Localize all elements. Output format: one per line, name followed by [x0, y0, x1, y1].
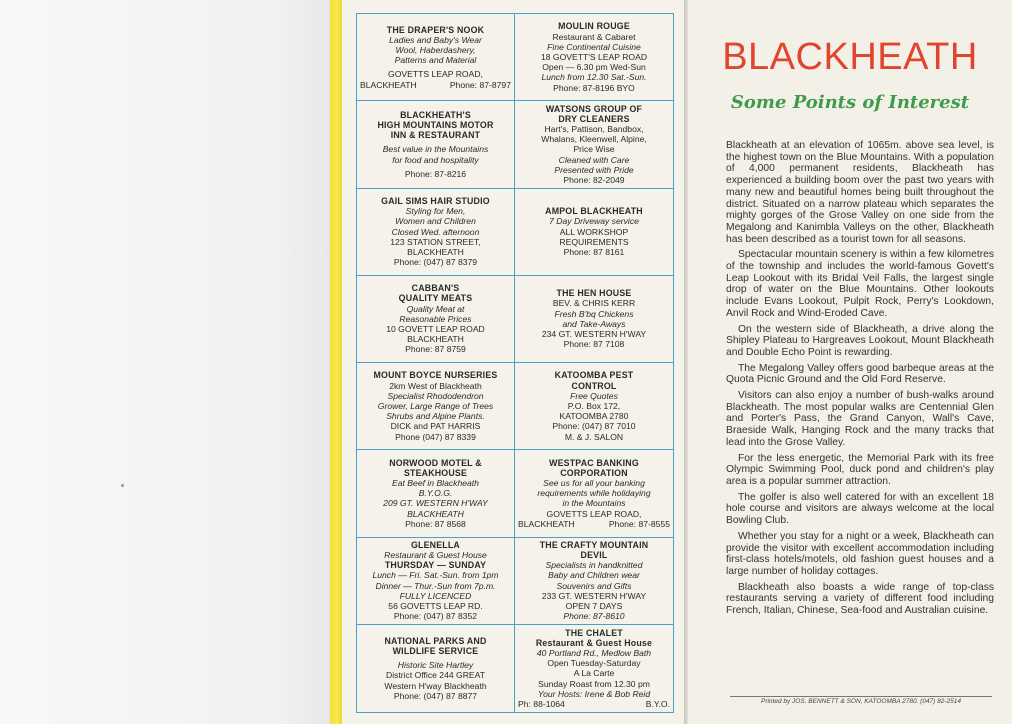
- ad-phone: Phone: 87-8610: [563, 611, 625, 622]
- scan-margin: [1012, 0, 1024, 724]
- ad-title: Restaurant & Guest House: [535, 637, 653, 648]
- ad-line: Wool, Haberdashery,: [395, 44, 476, 55]
- ad-line: Cleaned with Care: [558, 154, 630, 165]
- ad-line: Eat Beef in Blackheath: [392, 478, 479, 489]
- ad-title: WILDLIFE SERVICE: [392, 645, 479, 656]
- ad-cabbans-quality-meats: [357, 276, 515, 363]
- ad-title: AMPOL BLACKHEATH: [545, 206, 643, 217]
- ad-line: Reasonable Prices: [399, 313, 472, 324]
- ad-line: Hart's, Pattison, Bandbox,: [544, 123, 644, 134]
- ad-westpac-banking: [515, 450, 673, 537]
- ad-the-chalet: [515, 625, 673, 712]
- ad-address: Sunday Roast from 12.30 pm: [538, 678, 650, 689]
- ad-address: ALL WORKSHOP: [559, 226, 629, 237]
- ad-line: Your Hosts: Irene & Bob Reid: [537, 688, 651, 699]
- ad-line: Best value in the Mountains: [382, 144, 489, 155]
- ad-title: MOUNT BOYCE NURSERIES: [373, 370, 498, 381]
- ad-address: GOVETTS LEAP ROAD,: [546, 508, 642, 519]
- paragraph: The Megalong Valley offers good barbeque areas at the Quota Picnic Ground and the Old Ford Reserve.: [726, 362, 994, 386]
- ad-national-parks-wildlife: [357, 625, 515, 712]
- ad-phone: Phone: (047) 87 8352: [393, 611, 478, 622]
- ad-phone: Phone: (047) 87 8877: [393, 690, 478, 701]
- ad-address: Western H'way Blackheath: [384, 680, 487, 691]
- ad-line: Free Quotes: [570, 390, 618, 401]
- ad-title: THE CHALET: [565, 627, 623, 638]
- ad-line: Open — 6.30 pm Wed-Sun: [542, 62, 646, 73]
- ad-title: STEAKHOUSE: [403, 467, 468, 478]
- paragraph: Blackheath at an elevation of 1065m. above sea level, is the highest town on the Blue Mountains. With a population of 4,000 permanent residents, Blackheath has experienced a building boom over the past two years with many new and beautiful homes being built throughout the district. Situated on a narrow plateau which separates the mighty gorges of the Grose Valley on one side from the Megalong and Kanimbla Valleys on the other, Blackheath has been described as a tourist town for all seasons.: [726, 140, 994, 245]
- paper-speck: [121, 484, 124, 487]
- ad-title: DEVIL: [580, 550, 608, 561]
- ad-phone: Phone: 82-2049: [563, 174, 625, 185]
- ad-line: BLACKHEATH: [407, 508, 464, 519]
- ad-phone: Phone: 87-8555: [608, 518, 670, 529]
- ad-title: THE HEN HOUSE: [556, 288, 632, 299]
- ad-address: OPEN 7 DAYS: [565, 601, 623, 612]
- ad-glenella: [357, 538, 515, 625]
- ad-crafty-mountain-devil: [515, 538, 673, 625]
- advertisement-grid: [356, 13, 674, 713]
- ad-line: Whalans, Kleenwell, Alpine,: [541, 134, 647, 145]
- ad-line: Shrubs and Alpine Plants.: [386, 411, 485, 422]
- ad-moulin-rouge: [515, 14, 673, 101]
- ad-high-mountains-motor-inn: [357, 101, 515, 188]
- ad-title: THURSDAY — SUNDAY: [384, 560, 487, 571]
- ad-address: DICK and PAT HARRIS: [390, 421, 481, 432]
- ad-title: DRY CLEANERS: [558, 113, 630, 124]
- ad-line: Baby and Children wear: [548, 570, 640, 581]
- yellow-spine-strip: [330, 0, 342, 724]
- ad-line: Women and Children: [395, 216, 476, 227]
- ad-address: District Office 244 GREAT: [385, 670, 485, 681]
- ad-line: Ladies and Baby's Wear: [389, 34, 482, 45]
- ad-title: WATSONS GROUP OF: [545, 103, 643, 114]
- ad-line: Quality Meat at: [406, 303, 465, 314]
- ad-line: 209 GT. WESTERN H'WAY: [383, 498, 488, 509]
- ad-address: 233 GT. WESTERN H'WAY: [541, 590, 647, 601]
- ad-town: BLACKHEATH: [518, 518, 575, 529]
- ad-line: 40 Portland Rd., Medlow Bath: [536, 647, 652, 658]
- left-blank-page: [0, 0, 330, 724]
- ad-line: See us for all your banking: [543, 478, 645, 489]
- ad-ampol-blackheath: [515, 189, 673, 276]
- ad-title: GAIL SIMS HAIR STUDIO: [381, 195, 490, 206]
- paragraph: For the less energetic, the Memorial Park with its free Olympic Swimming Pool, duck pond and children's play area is a popular summer attraction.: [726, 452, 994, 487]
- ad-line: Closed Wed. afternoon: [391, 226, 480, 237]
- ad-line: Specialists in handknitted: [545, 560, 643, 571]
- paragraph: Visitors can also enjoy a number of bush-walks around Blackheath. The most popular walks are Centennial Glen and Porter's Pass, the Grand Canyon, Wall's Cave, Braeside Walk, Hanging Rock and the many tracks that lead into the Grose Valley.: [726, 390, 994, 448]
- ad-line: requirements while holidaying: [537, 488, 651, 499]
- ad-line: Dinner — Thur.-Sun from 7p.m.: [375, 580, 496, 591]
- ad-title: HIGH MOUNTAINS MOTOR: [377, 119, 494, 130]
- ad-line: for food and hospitality: [392, 154, 479, 165]
- paragraph: Blackheath also boasts a wide range of top-class restaurants serving a variety of different food including French, Italian, Chinese, Sea-food and Australian cuisine.: [726, 581, 994, 617]
- ad-address: P.O. Box 172,: [567, 401, 621, 412]
- paragraph: Spectacular mountain scenery is within a few kilometres of the township and includes the world-famous Govett's Leap Lookout with its Bridal Veil Falls, the largest single drop of water on the Blue Mountains. Other lookouts include Evans Lookout, Pulpit Rock, Perry's Lookdown, Anvil Rock and Wind-Eroded Cave.: [726, 249, 994, 319]
- ad-line: B.Y.O.G.: [418, 488, 453, 499]
- printer-credit: Printed by JOS. BENNETT & SON, KATOOMBA 2780. (047) 82-2514: [730, 696, 992, 705]
- ad-line: Presented with Pride: [554, 164, 634, 175]
- ad-drapers-nook: [357, 14, 515, 101]
- ad-line: and Take-Aways: [562, 318, 626, 329]
- ad-title: WESTPAC BANKING: [549, 457, 639, 468]
- ad-title: MOULIN ROUGE: [558, 21, 630, 32]
- ad-phone: Phone: 87 8759: [405, 344, 466, 355]
- ad-address: 234 GT. WESTERN H'WAY: [541, 329, 647, 340]
- ad-line: Restaurant & Cabaret: [552, 31, 636, 42]
- ad-title: INN & RESTAURANT: [390, 130, 481, 141]
- ad-title: THE CRAFTY MOUNTAIN: [539, 539, 649, 550]
- ad-address: BEV. & CHRIS KERR: [552, 298, 636, 309]
- ad-line: Fresh B'bq Chickens: [554, 308, 634, 319]
- ad-phone: Ph: 88-1064: [518, 698, 565, 709]
- ad-title: CABBAN'S: [411, 283, 460, 294]
- ad-title: THE DRAPER'S NOOK: [386, 24, 485, 35]
- ad-phone: Phone: 87-8797: [449, 79, 511, 90]
- ad-phone: Phone: 87 7108: [563, 339, 625, 350]
- ad-watsons-dry-cleaners: [515, 101, 673, 188]
- ad-line: 18 GOVETT'S LEAP ROAD: [540, 52, 648, 63]
- ad-line: Lunch from 12.30 Sat.-Sun.: [541, 72, 647, 83]
- ad-line: Specialist Rhododendron: [387, 390, 484, 401]
- ad-line: Historic Site Hartley: [397, 660, 474, 671]
- page-title: BLACKHEATH: [722, 36, 978, 78]
- ad-address: 123 STATION STREET,: [390, 236, 481, 247]
- ad-line: Styling for Men,: [405, 206, 466, 217]
- ad-title: QUALITY MEATS: [398, 293, 473, 304]
- ad-address: KATOOMBA 2780: [559, 411, 629, 422]
- ad-line: Lunch — Fri. Sat.-Sun. from 1pm: [372, 570, 499, 581]
- ad-address: BLACKHEATH: [407, 246, 464, 257]
- ad-address: 2km West of Blackheath: [389, 380, 482, 391]
- ad-address: GOVETTS LEAP ROAD,: [388, 69, 483, 80]
- ad-title: KATOOMBA PEST: [554, 370, 634, 381]
- ad-town: BLACKHEATH: [360, 79, 417, 90]
- ad-title: BLACKHEATH'S: [400, 109, 471, 120]
- ad-hen-house: [515, 276, 673, 363]
- ad-phone: Phone: 87 8568: [405, 518, 466, 529]
- ad-line: Fine Continental Cuisine: [547, 41, 641, 52]
- ad-address: Open Tuesday-Saturday: [547, 658, 641, 669]
- ad-norwood-motel: [357, 450, 515, 537]
- ad-line: Grower, Large Range of Trees: [377, 401, 494, 412]
- ad-phone: Phone (047) 87 8339: [395, 431, 476, 442]
- ad-line: Patterns and Material: [394, 55, 477, 66]
- ad-address: REQUIREMENTS: [559, 236, 629, 247]
- ad-title: NORWOOD MOTEL &: [389, 457, 482, 468]
- ad-line: in the Mountains: [562, 498, 626, 509]
- ad-byo: B.Y.O.: [645, 698, 670, 709]
- article-body: [726, 140, 994, 621]
- ad-address: 10 GOVETT LEAP ROAD: [386, 323, 485, 334]
- ad-phone: Phone: (047) 87 7010: [552, 421, 636, 432]
- ad-phone: Phone: 87-8216: [404, 168, 467, 179]
- ad-extra: M. & J. SALON: [564, 431, 624, 442]
- page-subtitle: Some Points of Interest: [730, 92, 970, 113]
- ad-gail-sims-hair-studio: [357, 189, 515, 276]
- paragraph: Whether you stay for a night or a week, Blackheath can provide the visitor with excellent accommodation including first-class hotels/motels, old fashion guest houses and a large number of holiday cottages.: [726, 530, 994, 577]
- ad-line: Souvenirs and Gifts: [556, 580, 632, 591]
- ad-address: A La Carte: [573, 668, 615, 679]
- ad-line: Price Wise: [573, 144, 615, 155]
- paragraph: On the western side of Blackheath, a drive along the Shipley Plateau to Hargreaves Lookout, Mount Blackheath and Double Echo Point is rewarding.: [726, 323, 994, 358]
- ad-address: BLACKHEATH: [407, 334, 464, 345]
- ad-katoomba-pest-control: [515, 363, 673, 450]
- ad-line: FULLY LICENCED: [399, 590, 472, 601]
- ad-phone: Phone: (047) 87 8379: [393, 257, 478, 268]
- ad-title: CORPORATION: [560, 467, 628, 478]
- ad-line: Restaurant & Guest House: [384, 550, 487, 561]
- ad-mount-boyce-nurseries: [357, 363, 515, 450]
- ad-address: 56 GOVETTS LEAP RD.: [388, 601, 483, 612]
- ad-phone: Phone: 87 8161: [563, 246, 625, 257]
- ad-title: NATIONAL PARKS AND: [384, 635, 487, 646]
- ad-phone: Phone: 87-8196 BYO: [553, 82, 635, 93]
- paragraph: The golfer is also well catered for with an excellent 18 hole course and visitors are always welcome at the local Bowling Club.: [726, 491, 994, 527]
- ad-title: GLENELLA: [410, 539, 460, 550]
- ad-line: 7 Day Driveway service: [549, 216, 639, 227]
- ad-title: CONTROL: [571, 380, 617, 391]
